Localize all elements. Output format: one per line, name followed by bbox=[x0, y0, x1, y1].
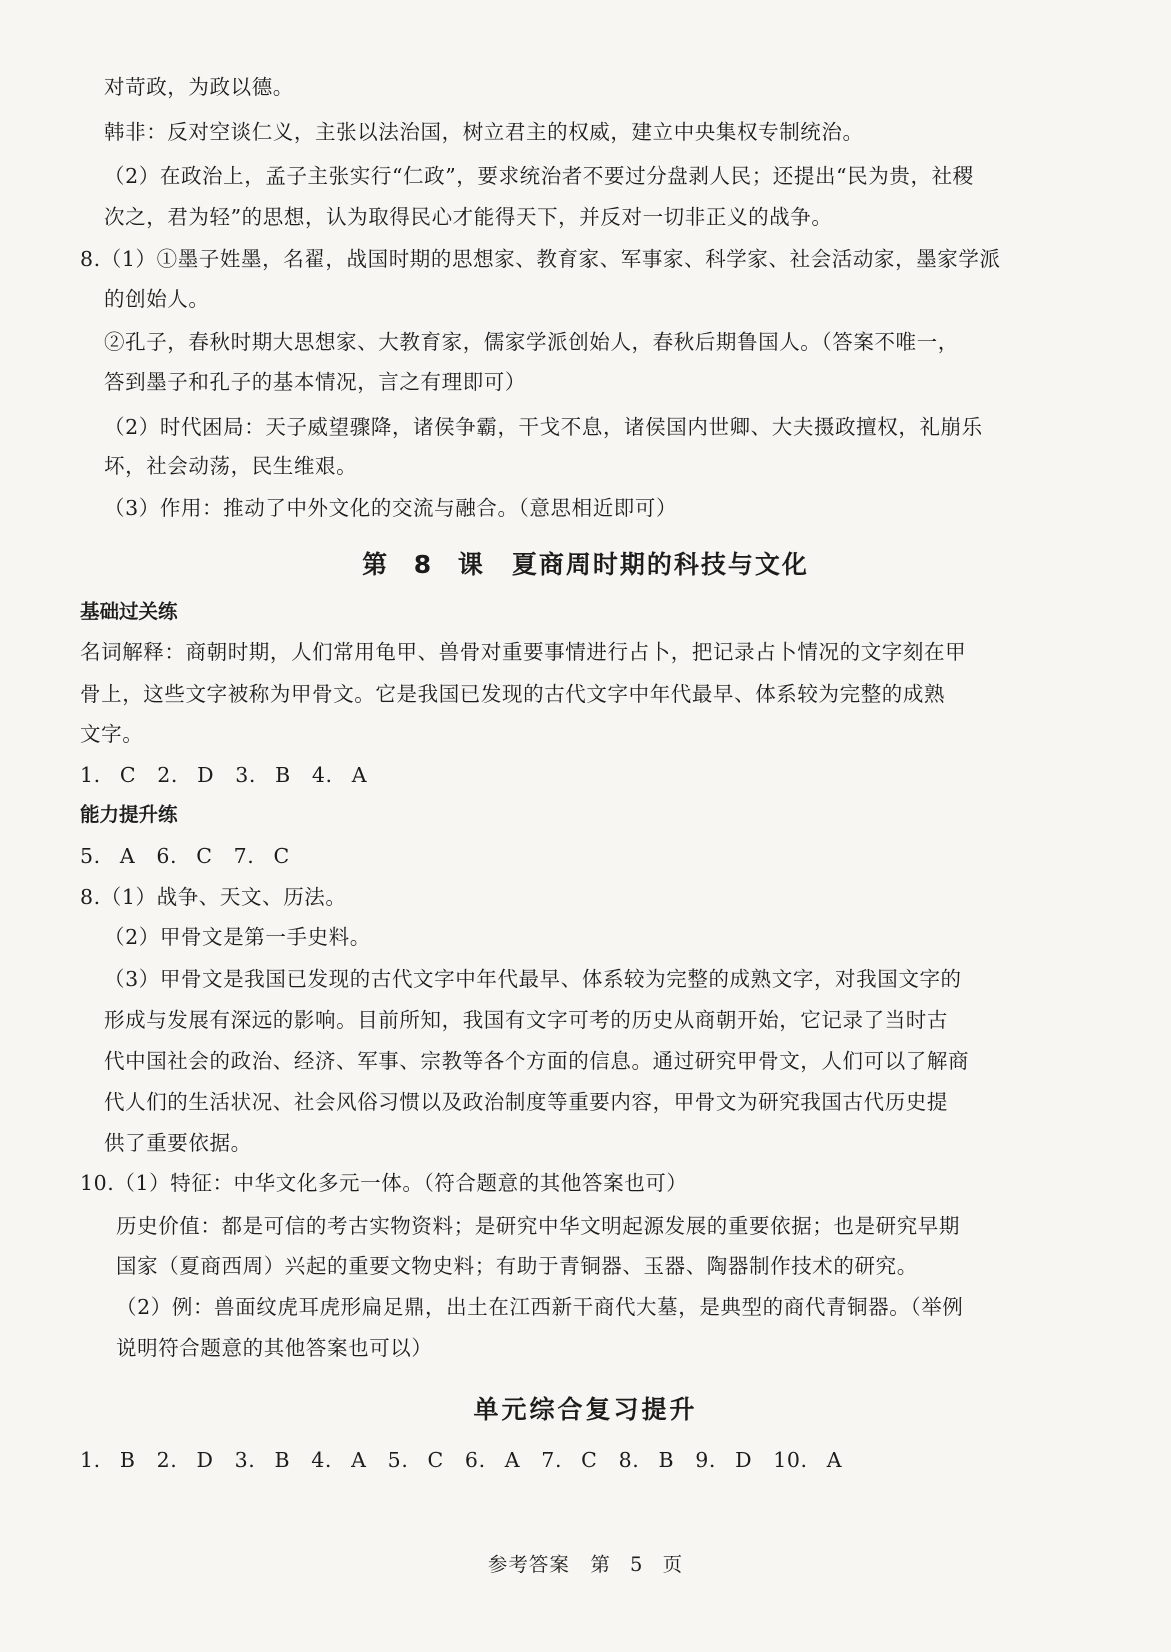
text-line: （3）甲骨文是我国已发现的古代文字中年代最早、体系较为完整的成熟文字，对我国文字的 bbox=[104, 967, 962, 991]
section-heading-basic: 基础过关练 bbox=[80, 600, 178, 623]
definition-line: 骨上，这些文字被称为甲骨文。它是我国已发现的古代文字中年代最早、体系较为完整的成熟 bbox=[80, 682, 946, 706]
text-line: 国家（夏商西周）兴起的重要文物史料；有助于青铜器、玉器、陶器制作技术的研究。 bbox=[116, 1254, 918, 1278]
text-line: 答到墨子和孔子的基本情况，言之有理即可） bbox=[104, 370, 526, 394]
text-line: （2）例：兽面纹虎耳虎形扁足鼎，出土在江西新干商代大墓，是典型的商代青铜器。（举例 bbox=[116, 1295, 964, 1319]
text-line: 对苛政，为政以德。 bbox=[104, 75, 294, 99]
text-line: （2）在政治上，孟子主张实行“仁政”，要求统治者不要过分盘剥人民；还提出“民为贵，社稷 bbox=[104, 164, 974, 188]
definition-line: 文字。 bbox=[80, 722, 144, 746]
question-10-line: 10.（1）特征：中华文化多元一体。（符合题意的其他答案也可） bbox=[80, 1171, 688, 1195]
definition-line: 名词解释：商朝时期，人们常用龟甲、兽骨对重要事情进行占卜，把记录占卜情况的文字刻在甲 bbox=[80, 640, 967, 664]
text-line: （2）时代困局：天子威望骤降，诸侯争霸，干戈不息，诸侯国内世卿、大夫摄政擅权，礼崩乐 bbox=[104, 415, 983, 439]
text-line: 代中国社会的政治、经济、军事、宗教等各个方面的信息。通过研究甲骨文，人们可以了解商 bbox=[104, 1049, 970, 1073]
text-line: 供了重要依据。 bbox=[104, 1131, 252, 1155]
question-8-line: 8.（1）战争、天文、历法。 bbox=[80, 885, 347, 909]
basic-answers: 1. C 2. D 3. B 4. A bbox=[80, 763, 368, 787]
section-heading-ability: 能力提升练 bbox=[80, 803, 178, 826]
ability-answers: 5. A 6. C 7. C bbox=[80, 844, 290, 868]
unit-answers: 1. B 2. D 3. B 4. A 5. C 6. A 7. C 8. B 9. D 10. A bbox=[80, 1448, 843, 1472]
text-line: 历史价值：都是可信的考古实物资料；是研究中华文明起源发展的重要依据；也是研究早期 bbox=[116, 1214, 960, 1238]
text-line: 韩非：反对空谈仁义，主张以法治国，树立君主的权威，建立中央集权专制统治。 bbox=[104, 120, 864, 144]
lesson-8-title: 第 8 课 夏商周时期的科技与文化 bbox=[362, 550, 809, 579]
text-line: （3）作用：推动了中外文化的交流与融合。（意思相近即可） bbox=[104, 496, 678, 520]
text-line: （2）甲骨文是第一手史料。 bbox=[104, 925, 371, 949]
text-line: 的创始人。 bbox=[104, 287, 210, 311]
unit-review-title: 单元综合复习提升 bbox=[473, 1395, 698, 1424]
text-line: 形成与发展有深远的影响。目前所知，我国有文字可考的历史从商朝开始，它记录了当时古 bbox=[104, 1008, 948, 1032]
text-line: ②孔子，春秋时期大思想家、大教育家，儒家学派创始人，春秋后期鲁国人。（答案不唯一， bbox=[104, 330, 959, 354]
text-line: 次之，君为轻”的思想，认为取得民心才能得天下，并反对一切非正义的战争。 bbox=[104, 205, 833, 229]
page-footer: 参考答案 第 5 页 bbox=[487, 1553, 684, 1576]
text-line: 代人们的生活状况、社会风俗习惯以及政治制度等重要内容，甲骨文为研究我国古代历史提 bbox=[104, 1090, 948, 1114]
text-line: 坏，社会动荡，民生维艰。 bbox=[104, 454, 358, 478]
text-line: 说明符合题意的其他答案也可以） bbox=[116, 1336, 433, 1360]
question-8-line: 8.（1）①墨子姓墨，名翟，战国时期的思想家、教育家、军事家、科学家、社会活动家，墨家学派 bbox=[80, 247, 1001, 271]
